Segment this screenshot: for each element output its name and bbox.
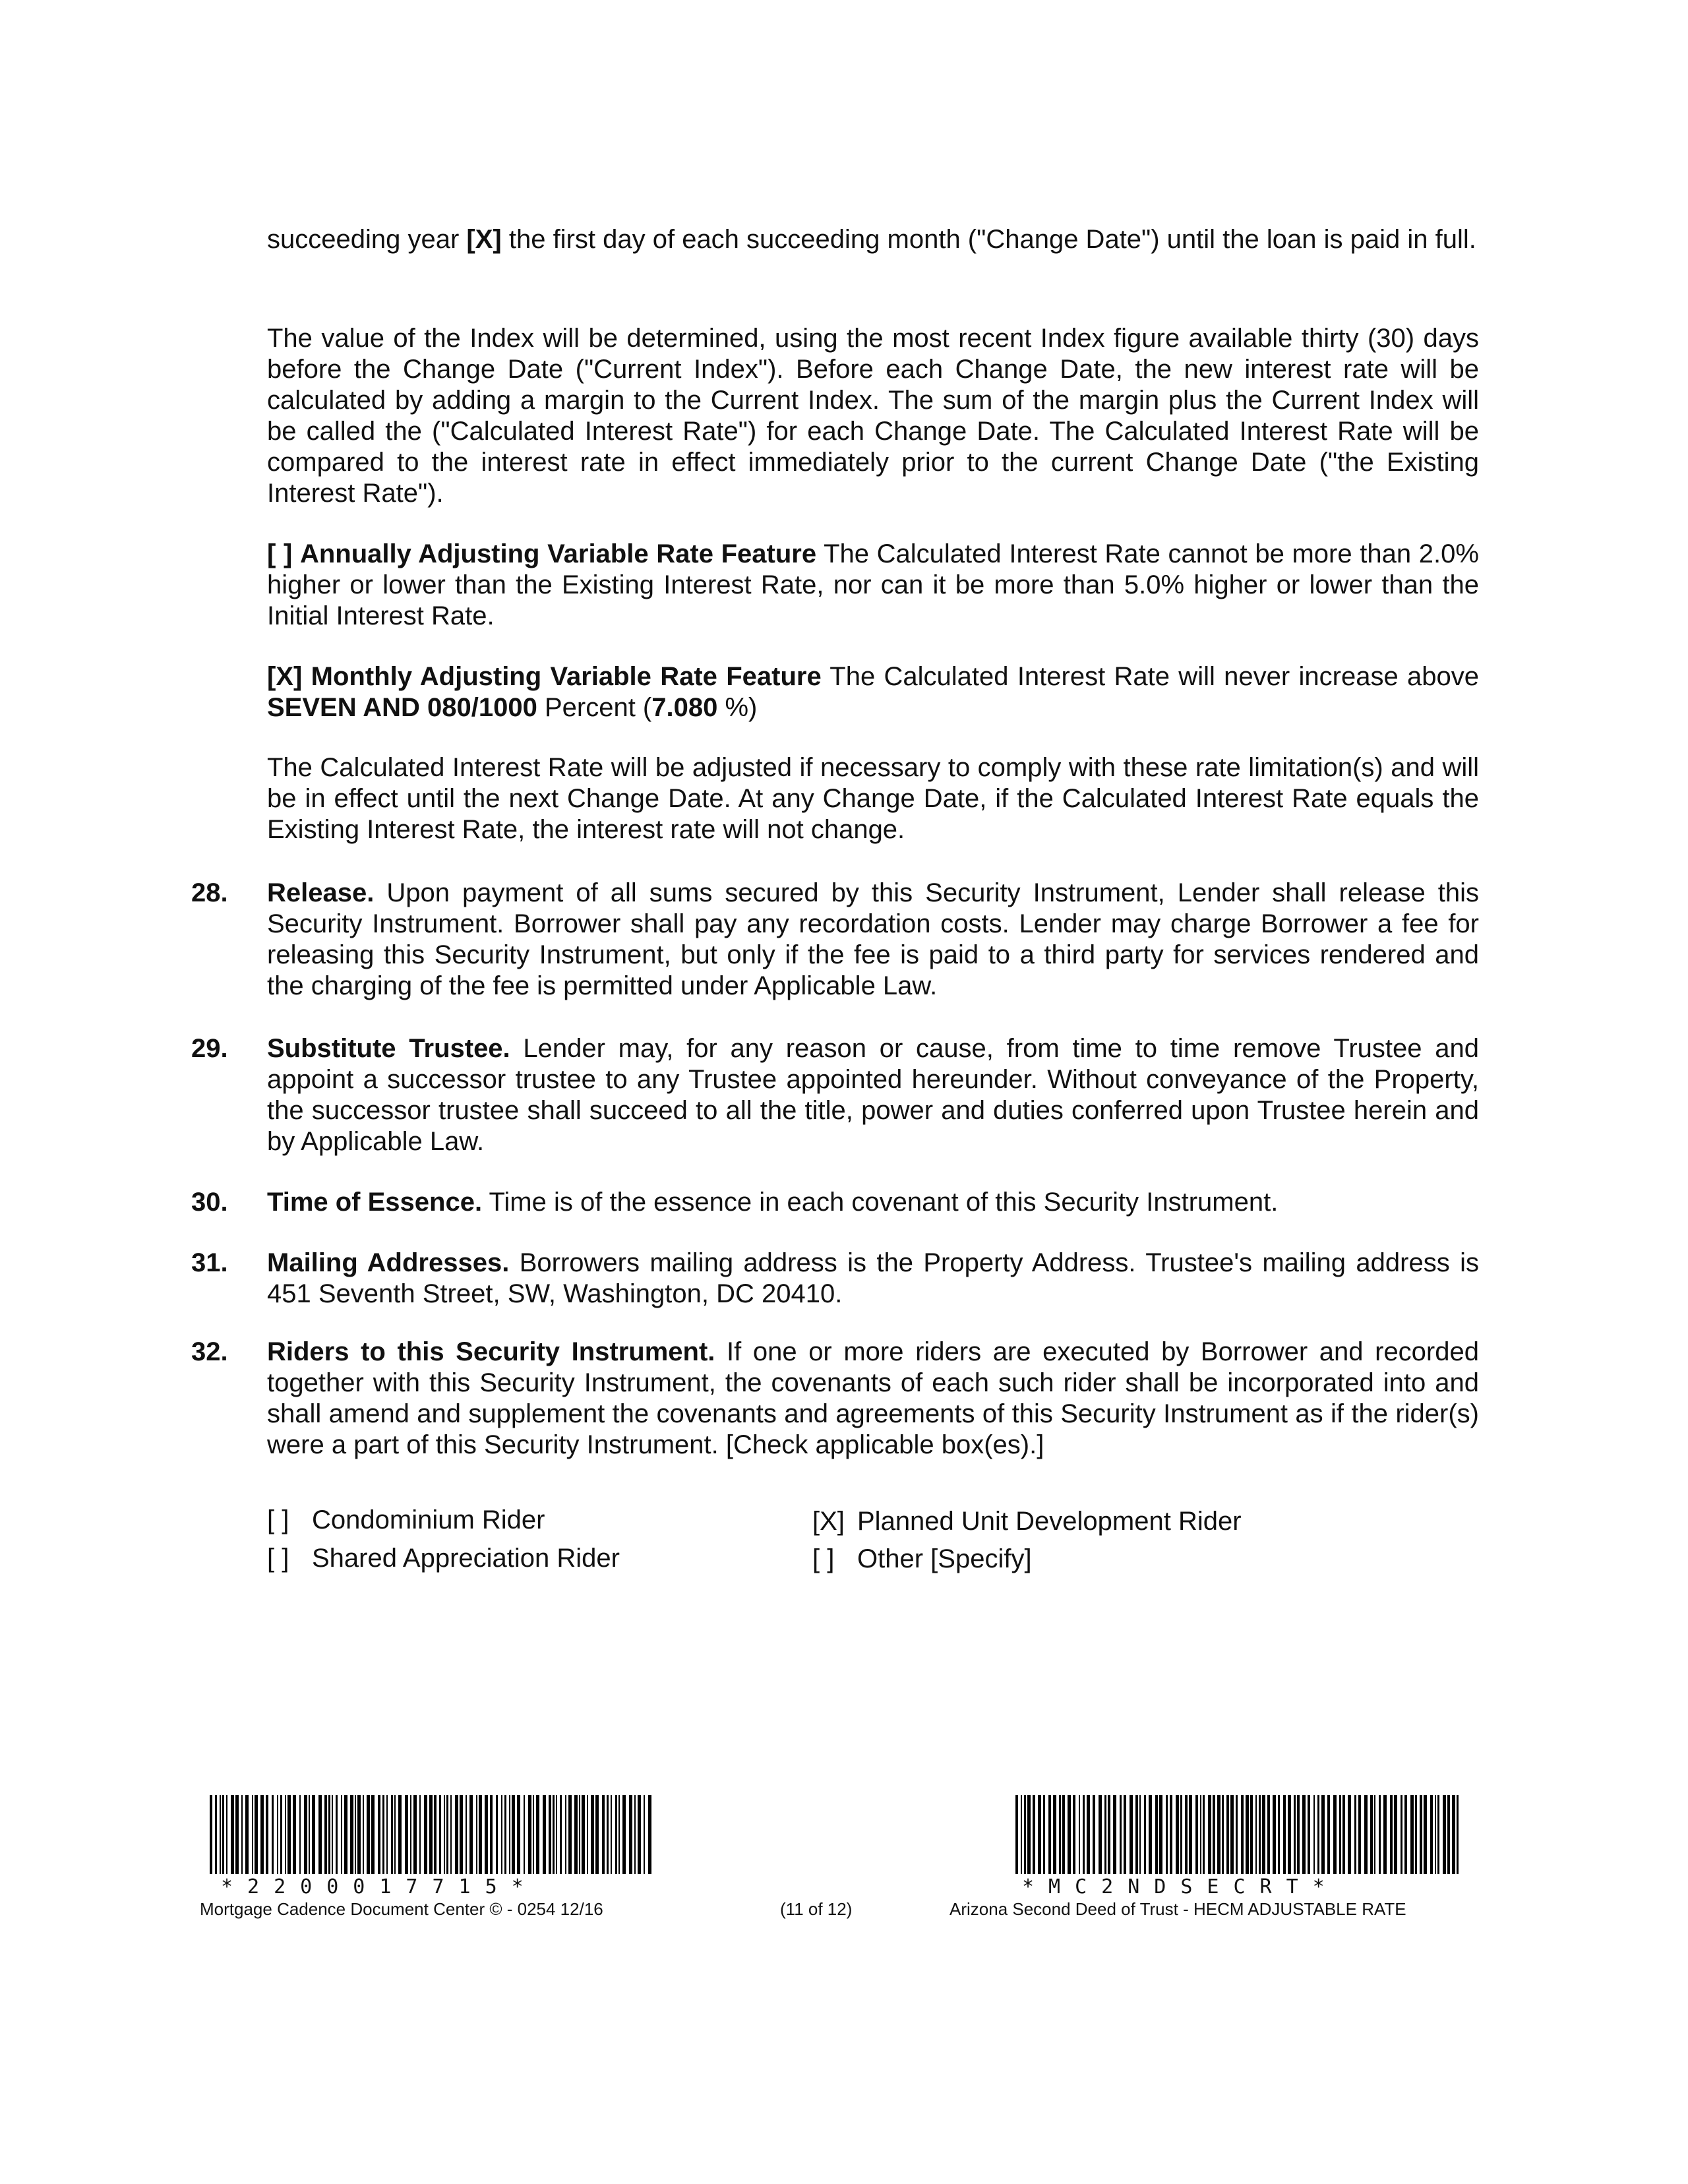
- barcode-bar: [1283, 1795, 1286, 1874]
- section-heading: Mailing Addresses.: [267, 1248, 510, 1277]
- rate-words: SEVEN AND 080/1000: [267, 693, 537, 722]
- barcode-bar: [1113, 1795, 1116, 1874]
- barcode-bar: [235, 1795, 239, 1874]
- barcode-bar: [332, 1795, 333, 1874]
- barcode-bar: [222, 1795, 224, 1874]
- rate-value: 7.080: [651, 693, 718, 722]
- barcode-bar: [582, 1795, 585, 1874]
- barcode-bar: [1379, 1795, 1381, 1874]
- barcode-bar: [1203, 1795, 1205, 1874]
- text-span: %): [717, 693, 758, 722]
- barcode-bar: [1288, 1795, 1291, 1874]
- barcode-bar: [318, 1795, 322, 1874]
- text-span: Borrowers mailing address is the Property Address. Trustee's mailing address is 451 Seventh Street, SW, Washington, DC 20410.: [267, 1248, 1479, 1308]
- barcode-bar: [1139, 1795, 1141, 1874]
- barcode-bar: [1059, 1795, 1061, 1874]
- barcode-bar: [220, 1795, 221, 1874]
- barcode-bar: [1374, 1795, 1375, 1874]
- barcode-bar: [1364, 1795, 1368, 1874]
- barcode-right-text: *MC2NDSECRT*: [1022, 1875, 1339, 1898]
- barcode-bar: [293, 1795, 296, 1874]
- barcode-bar: [1394, 1795, 1397, 1874]
- barcode-bar: [1021, 1795, 1022, 1874]
- barcode-bar: [1342, 1795, 1345, 1874]
- barcode-bar: [1262, 1795, 1265, 1874]
- barcode-bar: [1370, 1795, 1373, 1874]
- barcode-bar: [1404, 1795, 1407, 1874]
- barcode-bar: [1108, 1795, 1110, 1874]
- barcode-bar: [460, 1795, 463, 1874]
- barcode-bar: [410, 1795, 411, 1874]
- barcode-bar: [1180, 1795, 1182, 1874]
- barcode-bar: [565, 1795, 566, 1874]
- barcode-bar: [528, 1795, 531, 1874]
- barcode-bar: [429, 1795, 433, 1874]
- barcode-bar: [1200, 1795, 1201, 1874]
- checkbox-mark: [X]: [267, 662, 303, 691]
- barcode-bar: [1424, 1795, 1427, 1874]
- barcode-bar: [602, 1795, 605, 1874]
- barcode-bar: [1038, 1795, 1041, 1874]
- barcode-bar: [391, 1795, 393, 1874]
- section-number: 30.: [191, 1188, 228, 1217]
- rider-checkbox: [ ]: [812, 1544, 835, 1573]
- rider-label: Condominium Rider: [312, 1505, 545, 1534]
- barcode-bar: [1317, 1795, 1319, 1874]
- section-body: [267, 1187, 1479, 1218]
- barcode-bar: [1217, 1795, 1221, 1874]
- rider-checkbox: [X]: [812, 1507, 845, 1536]
- barcode-bar: [476, 1795, 477, 1874]
- barcode-bar: [524, 1795, 525, 1874]
- barcode-bar: [1130, 1795, 1133, 1874]
- barcode-bar: [1313, 1795, 1315, 1874]
- barcode-bar: [455, 1795, 458, 1874]
- barcode-bar: [1208, 1795, 1211, 1874]
- barcode-bar: [1155, 1795, 1158, 1874]
- barcode-bar: [328, 1795, 330, 1874]
- barcode-bar: [350, 1795, 353, 1874]
- barcode-bar: [595, 1795, 599, 1874]
- barcode-bar: [1222, 1795, 1224, 1874]
- rider-shared-appreciation: [267, 1543, 620, 1574]
- barcode-bar: [556, 1795, 557, 1874]
- rider-label: Other [Specify]: [857, 1544, 1032, 1573]
- barcode-bar: [1027, 1795, 1031, 1874]
- barcode-bar: [1278, 1795, 1280, 1874]
- barcode-bar: [424, 1795, 427, 1874]
- barcode-bar: [386, 1795, 388, 1874]
- barcode-bar: [1226, 1795, 1229, 1874]
- barcode-bar: [226, 1795, 227, 1874]
- barcode-left: [210, 1795, 655, 1874]
- barcode-bar: [285, 1795, 286, 1874]
- barcode-bar: [553, 1795, 555, 1874]
- barcode-bar: [1447, 1795, 1450, 1874]
- section-body: [267, 1033, 1479, 1157]
- barcode-bar: [615, 1795, 617, 1874]
- footer-left: Mortgage Cadence Document Center © - 0254 12/16: [200, 1899, 603, 1919]
- text-span: Lender may, for any reason or cause, from time to time remove Trustee and appoint a successor trustee to any Trustee appointed hereunder. Without conveyance of the Property, the successor trustee shall succeed to all the title, power and duties conferred upon Trustee herein and by Applicable Law.: [267, 1034, 1479, 1156]
- feature-heading: Annually Adjusting Variable Rate Feature: [299, 539, 817, 568]
- barcode-bar: [1435, 1795, 1436, 1874]
- barcode-bar: [574, 1795, 578, 1874]
- barcode-bar: [439, 1795, 441, 1874]
- barcode-bar: [618, 1795, 620, 1874]
- barcode-bar: [607, 1795, 609, 1874]
- barcode-bar: [1062, 1795, 1065, 1874]
- barcode-bar: [579, 1795, 580, 1874]
- barcode-bar: [398, 1795, 402, 1874]
- barcode-bar: [1383, 1795, 1387, 1874]
- barcode-bar: [405, 1795, 408, 1874]
- barcode-bar: [1321, 1795, 1325, 1874]
- barcode-bar: [357, 1795, 361, 1874]
- footer-right: Arizona Second Deed of Trust - HECM ADJUSTABLE RATE: [950, 1899, 1406, 1919]
- barcode-bar: [341, 1795, 342, 1874]
- barcode-bar: [1099, 1795, 1102, 1874]
- barcode-bar: [1255, 1795, 1257, 1874]
- barcode-bar: [304, 1795, 307, 1874]
- barcode-bar: [344, 1795, 347, 1874]
- section-heading: Substitute Trustee.: [267, 1034, 510, 1063]
- barcode-bar: [419, 1795, 421, 1874]
- barcode-bar: [536, 1795, 539, 1874]
- barcode-bar: [466, 1795, 467, 1874]
- barcode-bar: [1093, 1795, 1095, 1874]
- barcode-bar: [1033, 1795, 1035, 1874]
- barcode-bar: [287, 1795, 291, 1874]
- barcode-bar: [1159, 1795, 1162, 1874]
- barcode-bar: [266, 1795, 268, 1874]
- barcode-bar: [1087, 1795, 1090, 1874]
- rider-label: Planned Unit Development Rider: [857, 1507, 1242, 1536]
- text-span: The Calculated Interest Rate cannot be more than 2.0% higher or lower than the Existing Interest Rate, nor can it be more than 5.0% higher or lower than the Initial Interest Rate.: [267, 539, 1479, 630]
- barcode-bar: [324, 1795, 327, 1874]
- barcode-bar: [434, 1795, 437, 1874]
- barcode-bar: [378, 1795, 380, 1874]
- barcode-bar: [1443, 1795, 1446, 1874]
- rider-condominium: [267, 1505, 545, 1536]
- barcode-bar: [1073, 1795, 1075, 1874]
- rider-label: Shared Appreciation Rider: [312, 1544, 620, 1573]
- barcode-bar: [1230, 1795, 1234, 1874]
- paragraph-annual-feature: [267, 539, 1479, 632]
- paragraph-text: The value of the Index will be determined, using the most recent Index figure available thirty (30) days before the Change Date ("Current Index"). Before each Change Date, the new interest rate will be calculated by adding a margin to the Current Index. The sum of the margin plus the Current Index will be called the ("Calculated Interest Rate") for each Change Date. The Calculated Interest Rate will be compared to the interest rate in effect immediately prior to the current Change Date ("the Existing Interest Rate").: [267, 324, 1479, 508]
- barcode-bar: [1437, 1795, 1439, 1874]
- rider-checkbox: [ ]: [267, 1505, 289, 1534]
- barcode-bar: [501, 1795, 502, 1874]
- text-span: Percent (: [537, 693, 652, 722]
- barcode-bar: [1348, 1795, 1351, 1874]
- barcode-bar: [210, 1795, 212, 1874]
- section-heading: Release.: [267, 878, 375, 907]
- barcode-bar: [1015, 1795, 1018, 1874]
- section-number: 29.: [191, 1034, 228, 1063]
- barcode-bar: [252, 1795, 253, 1874]
- barcode-bar: [312, 1795, 315, 1874]
- barcode-bar: [450, 1795, 452, 1874]
- barcode-bar: [367, 1795, 370, 1874]
- page-number: (11 of 12): [780, 1899, 853, 1919]
- barcode-bar: [355, 1795, 356, 1874]
- barcode-bar: [446, 1795, 448, 1874]
- barcode-bar: [215, 1795, 217, 1874]
- barcode-bar: [1259, 1795, 1261, 1874]
- section-body: [267, 878, 1479, 1002]
- barcode-bar: [543, 1795, 546, 1874]
- barcode-bar: [1354, 1795, 1356, 1874]
- barcode-bar: [1457, 1795, 1459, 1874]
- paragraph-rate-adjustment: [267, 752, 1479, 845]
- barcode-bar: [1043, 1795, 1045, 1874]
- barcode-bar: [444, 1795, 445, 1874]
- text-span: the first day of each succeeding month ("Change Date") until the loan is paid in full.: [501, 225, 1476, 254]
- paragraph-text: The Calculated Interest Rate will be adjusted if necessary to comply with these rate limitation(s) and will be in effect until the next Change Date. At any Change Date, if the Calculated Interest Rate equals the Existing Interest Rate, the interest rate will not change.: [267, 753, 1479, 844]
- barcode-bar: [485, 1795, 488, 1874]
- barcode-bar: [277, 1795, 278, 1874]
- barcode-bar: [255, 1795, 258, 1874]
- barcode-bar: [363, 1795, 364, 1874]
- barcode-bar: [413, 1795, 417, 1874]
- rider-planned-unit-development: [812, 1506, 1242, 1537]
- text-span: Upon payment of all sums secured by this Security Instrument, Lender shall release this Security Instrument. Borrower shall pay any recordation costs. Lender may charge Borrower a fee for releasing this Security Instrument, but only if the fee is paid to a third party for services rendered and the charging of the fee is permitted under Applicable Law.: [267, 878, 1479, 1000]
- text-span: The Calculated Interest Rate will never increase above: [821, 662, 1479, 691]
- barcode-bar: [1144, 1795, 1146, 1874]
- barcode-bar: [1079, 1795, 1080, 1874]
- barcode-bar: [560, 1795, 562, 1874]
- barcode-bar: [517, 1795, 520, 1874]
- barcode-bar: [1213, 1795, 1215, 1874]
- barcode-bar: [611, 1795, 612, 1874]
- text-span: Time is of the essence in each covenant of this Security Instrument.: [482, 1188, 1279, 1217]
- section-number: 31.: [191, 1248, 228, 1277]
- barcode-bar: [1273, 1795, 1276, 1874]
- barcode-bar: [591, 1795, 594, 1874]
- barcode-bar: [1267, 1795, 1270, 1874]
- barcode-bar: [1053, 1795, 1056, 1874]
- barcode-bar: [469, 1795, 473, 1874]
- barcode-bar: [629, 1795, 632, 1874]
- barcode-bar: [280, 1795, 282, 1874]
- barcode-bar: [512, 1795, 515, 1874]
- barcode-bar: [1308, 1795, 1310, 1874]
- barcode-bar: [509, 1795, 510, 1874]
- barcode-left-text: *2200017715*: [221, 1875, 538, 1898]
- barcode-bar: [260, 1795, 264, 1874]
- barcode-bar: [1104, 1795, 1106, 1874]
- barcode-bar: [1189, 1795, 1192, 1874]
- barcode-bar: [382, 1795, 384, 1874]
- barcode-bar: [490, 1795, 493, 1874]
- paragraph-change-date: [267, 224, 1479, 255]
- barcode-bar: [1452, 1795, 1455, 1874]
- barcode-bar: [336, 1795, 338, 1874]
- barcode-bar: [1185, 1795, 1188, 1874]
- section-heading: Time of Essence.: [267, 1188, 483, 1217]
- barcode-bar: [549, 1795, 551, 1874]
- barcode-bar: [1246, 1795, 1249, 1874]
- paragraph-index-value: [267, 323, 1479, 509]
- section-number: 32.: [191, 1337, 228, 1366]
- barcode-bar: [1120, 1795, 1122, 1874]
- barcode-bar: [1250, 1795, 1253, 1874]
- barcode-bar: [479, 1795, 482, 1874]
- barcode-bar: [648, 1795, 651, 1874]
- barcode-bar: [1302, 1795, 1306, 1874]
- checkbox-mark: [X]: [466, 225, 502, 254]
- barcode-bar: [241, 1795, 243, 1874]
- barcode-bar: [1170, 1795, 1172, 1874]
- barcode-bar: [587, 1795, 588, 1874]
- barcode-bar: [1048, 1795, 1051, 1874]
- barcode-bar: [309, 1795, 310, 1874]
- barcode-bar: [1401, 1795, 1402, 1874]
- barcode-bar: [1083, 1795, 1085, 1874]
- barcode-bar: [1135, 1795, 1138, 1874]
- barcode-bar: [533, 1795, 534, 1874]
- barcode-bar: [1327, 1795, 1330, 1874]
- barcode-bar: [371, 1795, 375, 1874]
- barcode-bar: [1176, 1795, 1179, 1874]
- barcode-bar: [299, 1795, 301, 1874]
- barcode-bar: [622, 1795, 626, 1874]
- barcode-bar: [504, 1795, 506, 1874]
- barcode-bar: [568, 1795, 572, 1874]
- text-span: succeeding year: [267, 225, 467, 254]
- barcode-bar: [1420, 1795, 1422, 1874]
- checkbox-mark: [ ]: [267, 539, 293, 568]
- barcode-bar: [1430, 1795, 1433, 1874]
- barcode-bar: [1410, 1795, 1414, 1874]
- barcode-bar: [1068, 1795, 1071, 1874]
- barcode-bar: [1415, 1795, 1417, 1874]
- section-heading: Riders to this Security Instrument.: [267, 1337, 715, 1366]
- barcode-bar: [1294, 1795, 1296, 1874]
- barcode-bar: [1339, 1795, 1341, 1874]
- barcode-bar: [1297, 1795, 1300, 1874]
- barcode-bar: [245, 1795, 249, 1874]
- barcode-bar: [1124, 1795, 1126, 1874]
- barcode-bar: [1236, 1795, 1238, 1874]
- paragraph-monthly-feature: [267, 661, 1479, 723]
- barcode-bar: [1166, 1795, 1168, 1874]
- barcode-bar: [644, 1795, 645, 1874]
- barcode-bar: [231, 1795, 234, 1874]
- barcode-bar: [1333, 1795, 1337, 1874]
- barcode-bar: [638, 1795, 641, 1874]
- barcode-bar: [1024, 1795, 1026, 1874]
- barcode-bar: [634, 1795, 636, 1874]
- barcode-bar: [394, 1795, 396, 1874]
- barcode-bar: [496, 1795, 498, 1874]
- barcode-bar: [1390, 1795, 1393, 1874]
- barcode-bar: [1241, 1795, 1244, 1874]
- feature-heading: Monthly Adjusting Variable Rate Feature: [311, 662, 822, 691]
- section-number: 28.: [191, 878, 228, 907]
- barcode-right: [1015, 1795, 1464, 1874]
- section-body: [267, 1337, 1479, 1461]
- section-body: [267, 1248, 1479, 1310]
- rider-checkbox: [ ]: [267, 1544, 289, 1573]
- barcode-bar: [1149, 1795, 1152, 1874]
- text-span: If one or more riders are executed by Borrower and recorded together with this Security Instrument, the covenants of each such rider shall be incorporated into and shall amend and supplement the covenants and agreements of this Security Instrument as if the rider(s) were a part of this Security Instrument. [Check applicable box(es).]: [267, 1337, 1479, 1459]
- barcode-bar: [1195, 1795, 1198, 1874]
- barcode-bar: [272, 1795, 274, 1874]
- rider-other: [812, 1544, 1032, 1575]
- barcode-bar: [1358, 1795, 1361, 1874]
